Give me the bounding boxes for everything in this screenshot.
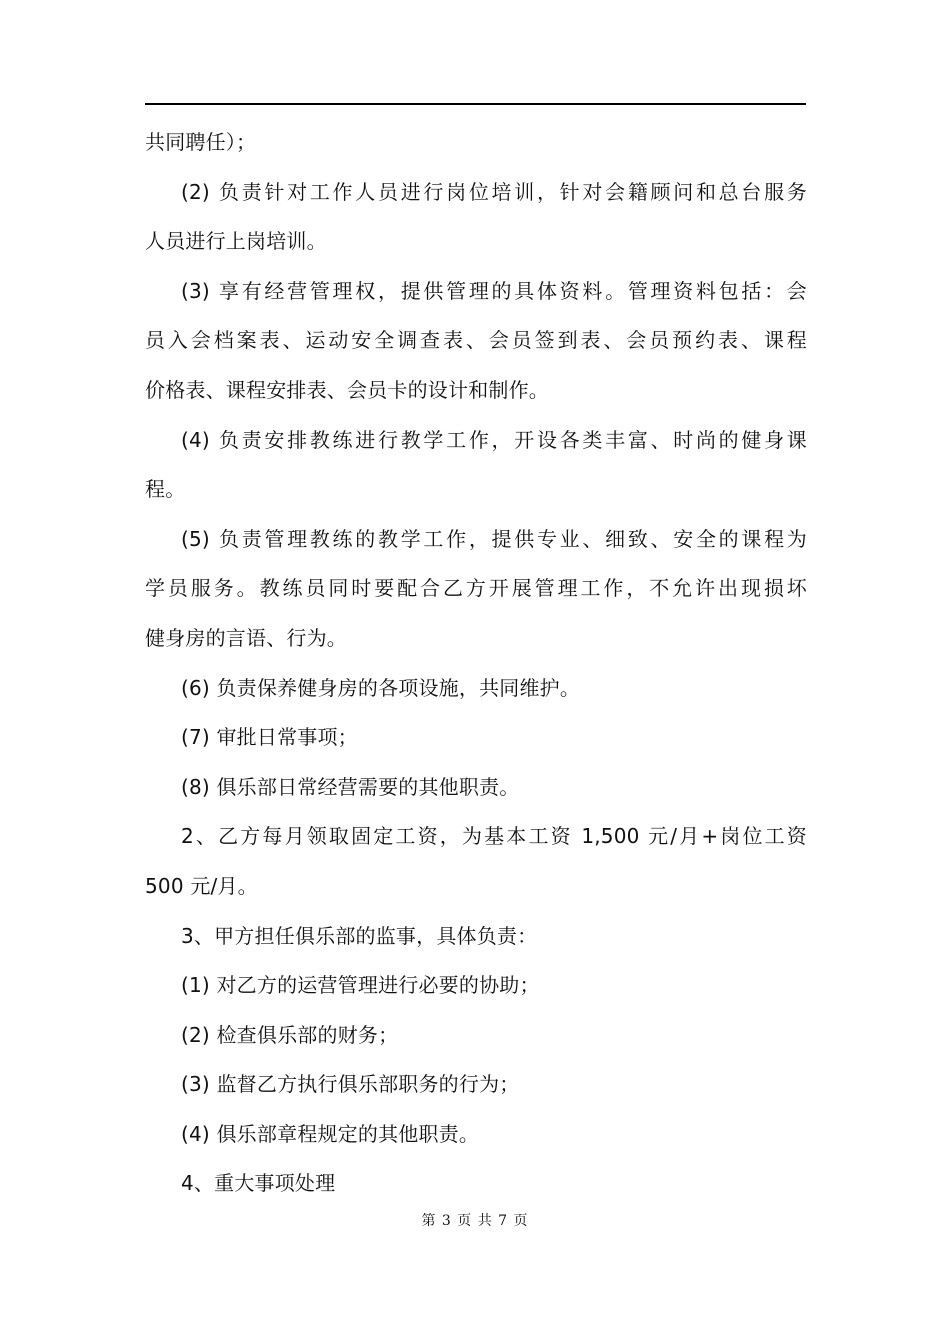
paragraph-line: 4、重大事项处理 <box>181 1171 336 1196</box>
paragraph-line: 学员服务。教练员同时要配合乙方开展管理工作，不允许出现损坏 <box>145 576 807 601</box>
document-body <box>145 118 807 1209</box>
paragraph-line: 程。 <box>145 477 186 502</box>
page-footer: 第 3 页 共 7 页 <box>421 1213 529 1229</box>
paragraph-line: 2、乙方每月领取固定工资，为基本工资 1,500 元/月+岗位工资 <box>181 824 807 849</box>
paragraph-line: (2) 检查俱乐部的财务； <box>181 1022 399 1047</box>
paragraph-line: (1) 对乙方的运营管理进行必要的协助； <box>181 973 540 998</box>
paragraph-line: (4) 俱乐部章程规定的其他职责。 <box>181 1121 480 1146</box>
paragraph-line: (8) 俱乐部日常经营需要的其他职责。 <box>181 774 520 799</box>
paragraph-line: 价格表、课程安排表、会员卡的设计和制作。 <box>145 377 549 402</box>
header-rule <box>145 103 806 105</box>
paragraph-line: (3) 享有经营管理权，提供管理的具体资料。管理资料包括：会 <box>181 278 807 303</box>
paragraph-line: (2) 负责针对工作人员进行岗位培训，针对会籍顾问和总台服务 <box>181 179 807 204</box>
paragraph-line: 500 元/月。 <box>145 873 258 898</box>
paragraph-line: (4) 负责安排教练进行教学工作，开设各类丰富、时尚的健身课 <box>181 427 807 452</box>
paragraph-line: (7) 审批日常事项； <box>181 725 358 750</box>
paragraph-line: 共同聘任）； <box>145 130 257 154</box>
paragraph-line: (3) 监督乙方执行俱乐部职务的行为； <box>181 1072 520 1097</box>
paragraph-line: (5) 负责管理教练的教学工作，提供专业、细致、安全的课程为 <box>181 526 807 551</box>
paragraph-line: 员入会档案表、运动安全调查表、会员签到表、会员预约表、课程 <box>145 328 807 353</box>
paragraph-line: (6) 负责保养健身房的各项设施，共同维护。 <box>181 675 581 700</box>
paragraph-line: 健身房的言语、行为。 <box>145 625 347 650</box>
paragraph-line: 3、甲方担任俱乐部的监事，具体负责： <box>181 923 538 948</box>
paragraph-line: 人员进行上岗培训。 <box>145 229 327 254</box>
